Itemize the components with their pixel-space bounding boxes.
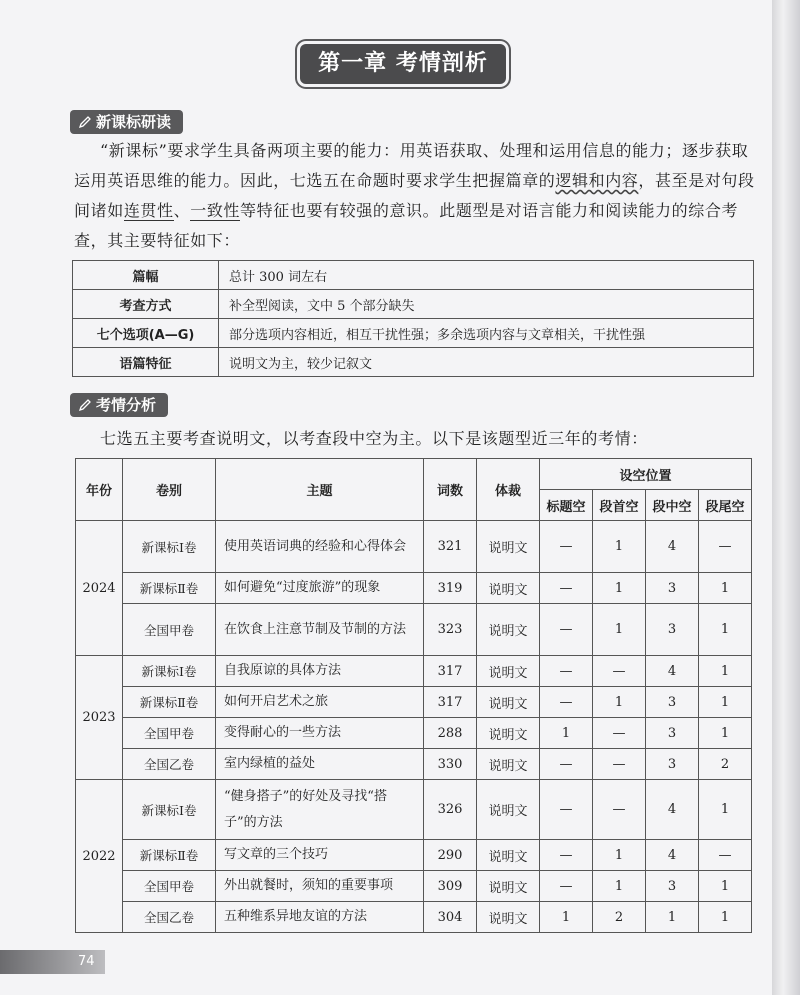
table-row <box>76 780 752 840</box>
words-cell: 319 <box>424 573 477 604</box>
last-blank-cell: 1 <box>699 902 752 933</box>
feature-row <box>73 319 754 348</box>
theme-cell: 在饮食上注意节制及节制的方法 <box>216 604 424 656</box>
last-blank-cell: — <box>699 840 752 871</box>
curriculum-paragraph <box>74 136 762 256</box>
feature-key: 考查方式 <box>73 290 219 319</box>
last-blank-cell: 1 <box>699 871 752 902</box>
genre-cell: 说明文 <box>477 840 540 871</box>
middle-blank-cell: 4 <box>646 656 699 687</box>
pencil-icon <box>78 115 92 129</box>
header-theme: 主题 <box>216 459 424 521</box>
section-tag-curriculum <box>70 110 183 134</box>
header-middle-blank: 段中空 <box>646 490 699 521</box>
title-blank-cell: — <box>540 780 593 840</box>
middle-blank-cell: 4 <box>646 780 699 840</box>
chapter-title: 第一章 考情剖析 <box>300 44 506 84</box>
para-text: 、 <box>173 201 191 220</box>
para-text: 等特征也要有较强的意识。此题型是对语言能力和阅读能力的综合考查，其主要特征如下： <box>74 201 739 250</box>
last-blank-cell: — <box>699 521 752 573</box>
last-blank-cell: 1 <box>699 656 752 687</box>
header-words: 词数 <box>424 459 477 521</box>
feature-key: 语篇特征 <box>73 348 219 377</box>
year-cell: 2024 <box>76 521 123 656</box>
theme-cell: 如何避免“过度旅游”的现象 <box>216 573 424 604</box>
year-cell: 2022 <box>76 780 123 933</box>
title-blank-cell: — <box>540 656 593 687</box>
section-tag-label: 考情分析 <box>96 396 157 414</box>
feature-value: 总计 300 词左右 <box>219 261 754 290</box>
header-position: 设空位置 <box>540 459 752 490</box>
last-blank-cell: 2 <box>699 749 752 780</box>
genre-cell: 说明文 <box>477 780 540 840</box>
paper-cell: 全国甲卷 <box>123 604 216 656</box>
emphasis-logic: 逻辑和内容 <box>555 171 639 190</box>
feature-key: 篇幅 <box>73 261 219 290</box>
first-blank-cell: — <box>593 749 646 780</box>
theme-cell: 如何开启艺术之旅 <box>216 687 424 718</box>
genre-cell: 说明文 <box>477 573 540 604</box>
title-blank-cell: 1 <box>540 902 593 933</box>
section-tag-label: 新课标研读 <box>96 113 172 131</box>
genre-cell: 说明文 <box>477 687 540 718</box>
middle-blank-cell: 1 <box>646 902 699 933</box>
theme-cell: 室内绿植的益处 <box>216 749 424 780</box>
theme-cell: 变得耐心的一些方法 <box>216 718 424 749</box>
middle-blank-cell: 3 <box>646 604 699 656</box>
genre-cell: 说明文 <box>477 902 540 933</box>
paper-cell: 新课标Ⅱ卷 <box>123 840 216 871</box>
first-blank-cell: 1 <box>593 573 646 604</box>
header-year: 年份 <box>76 459 123 521</box>
paper-cell: 全国乙卷 <box>123 749 216 780</box>
features-table <box>72 260 754 377</box>
last-blank-cell: 1 <box>699 573 752 604</box>
genre-cell: 说明文 <box>477 871 540 902</box>
last-blank-cell: 1 <box>699 718 752 749</box>
table-row <box>76 604 752 656</box>
feature-value: 补全型阅读，文中 5 个部分缺失 <box>219 290 754 319</box>
words-cell: 317 <box>424 687 477 718</box>
page-edge <box>772 0 800 995</box>
paper-cell: 新课标Ⅰ卷 <box>123 656 216 687</box>
header-last-blank: 段尾空 <box>699 490 752 521</box>
table-row <box>76 871 752 902</box>
middle-blank-cell: 4 <box>646 840 699 871</box>
middle-blank-cell: 3 <box>646 718 699 749</box>
theme-cell: 写文章的三个技巧 <box>216 840 424 871</box>
table-row <box>76 687 752 718</box>
para-text: “新课标”要求学生具备两项主要的能力：用英语获取、处理和运用信息的能力；逐步获取运用英语思维的能力。因此，七选五在命题时要求学生把握篇章的 <box>74 141 749 190</box>
title-blank-cell: — <box>540 840 593 871</box>
first-blank-cell: 1 <box>593 840 646 871</box>
paper-cell: 全国乙卷 <box>123 902 216 933</box>
feature-row <box>73 348 754 377</box>
first-blank-cell: — <box>593 718 646 749</box>
exam-analysis-table <box>75 458 752 933</box>
year-cell: 2023 <box>76 656 123 780</box>
table-row <box>76 749 752 780</box>
genre-cell: 说明文 <box>477 656 540 687</box>
middle-blank-cell: 3 <box>646 871 699 902</box>
para-text: ，甚至是对句段间诸如 <box>74 171 755 220</box>
paper-cell: 全国甲卷 <box>123 718 216 749</box>
last-blank-cell: 1 <box>699 604 752 656</box>
table-row <box>76 902 752 933</box>
feature-key: 七个选项(A—G) <box>73 319 219 348</box>
words-cell: 290 <box>424 840 477 871</box>
feature-row <box>73 261 754 290</box>
genre-cell: 说明文 <box>477 718 540 749</box>
paper-cell: 新课标Ⅱ卷 <box>123 573 216 604</box>
paper-cell: 新课标Ⅰ卷 <box>123 780 216 840</box>
words-cell: 317 <box>424 656 477 687</box>
emphasis-coherence: 连贯性 <box>123 201 174 220</box>
genre-cell: 说明文 <box>477 749 540 780</box>
table-row <box>76 840 752 871</box>
title-blank-cell: — <box>540 687 593 718</box>
title-blank-cell: — <box>540 573 593 604</box>
title-blank-cell: 1 <box>540 718 593 749</box>
title-blank-cell: — <box>540 521 593 573</box>
title-blank-cell: — <box>540 749 593 780</box>
first-blank-cell: 2 <box>593 902 646 933</box>
last-blank-cell: 1 <box>699 780 752 840</box>
pencil-icon <box>78 398 92 412</box>
words-cell: 309 <box>424 871 477 902</box>
middle-blank-cell: 3 <box>646 749 699 780</box>
table-row <box>76 656 752 687</box>
first-blank-cell: — <box>593 656 646 687</box>
genre-cell: 说明文 <box>477 604 540 656</box>
header-first-blank: 段首空 <box>593 490 646 521</box>
emphasis-consistency: 一致性 <box>190 201 241 220</box>
section-tag-analysis <box>70 393 168 417</box>
table-row <box>76 573 752 604</box>
feature-row <box>73 290 754 319</box>
first-blank-cell: 1 <box>593 604 646 656</box>
middle-blank-cell: 3 <box>646 687 699 718</box>
first-blank-cell: — <box>593 780 646 840</box>
paper-cell: 新课标Ⅰ卷 <box>123 521 216 573</box>
table-row <box>76 521 752 573</box>
words-cell: 304 <box>424 902 477 933</box>
feature-value: 部分选项内容相近，相互干扰性强；多余选项内容与文章相关，干扰性强 <box>219 319 754 348</box>
theme-cell: 五种维系异地友谊的方法 <box>216 902 424 933</box>
theme-cell: 使用英语词典的经验和心得体会 <box>216 521 424 573</box>
words-cell: 326 <box>424 780 477 840</box>
first-blank-cell: 1 <box>593 871 646 902</box>
header-genre: 体裁 <box>477 459 540 521</box>
paper-cell: 全国甲卷 <box>123 871 216 902</box>
feature-value: 说明文为主，较少记叙文 <box>219 348 754 377</box>
words-cell: 323 <box>424 604 477 656</box>
table-row <box>76 718 752 749</box>
title-blank-cell: — <box>540 604 593 656</box>
first-blank-cell: 1 <box>593 521 646 573</box>
theme-cell: “健身搭子”的好处及寻找“搭子”的方法 <box>216 780 424 840</box>
title-blank-cell: — <box>540 871 593 902</box>
first-blank-cell: 1 <box>593 687 646 718</box>
header-title-blank: 标题空 <box>540 490 593 521</box>
theme-cell: 自我原谅的具体方法 <box>216 656 424 687</box>
genre-cell: 说明文 <box>477 521 540 573</box>
middle-blank-cell: 4 <box>646 521 699 573</box>
page-number: 74 <box>0 950 105 974</box>
last-blank-cell: 1 <box>699 687 752 718</box>
header-paper: 卷别 <box>123 459 216 521</box>
theme-cell: 外出就餐时，须知的重要事项 <box>216 871 424 902</box>
middle-blank-cell: 3 <box>646 573 699 604</box>
paper-cell: 新课标Ⅱ卷 <box>123 687 216 718</box>
words-cell: 288 <box>424 718 477 749</box>
analysis-intro: 七选五主要考查说明文，以考查段中空为主。以下是该题型近三年的考情： <box>100 429 648 448</box>
words-cell: 321 <box>424 521 477 573</box>
words-cell: 330 <box>424 749 477 780</box>
